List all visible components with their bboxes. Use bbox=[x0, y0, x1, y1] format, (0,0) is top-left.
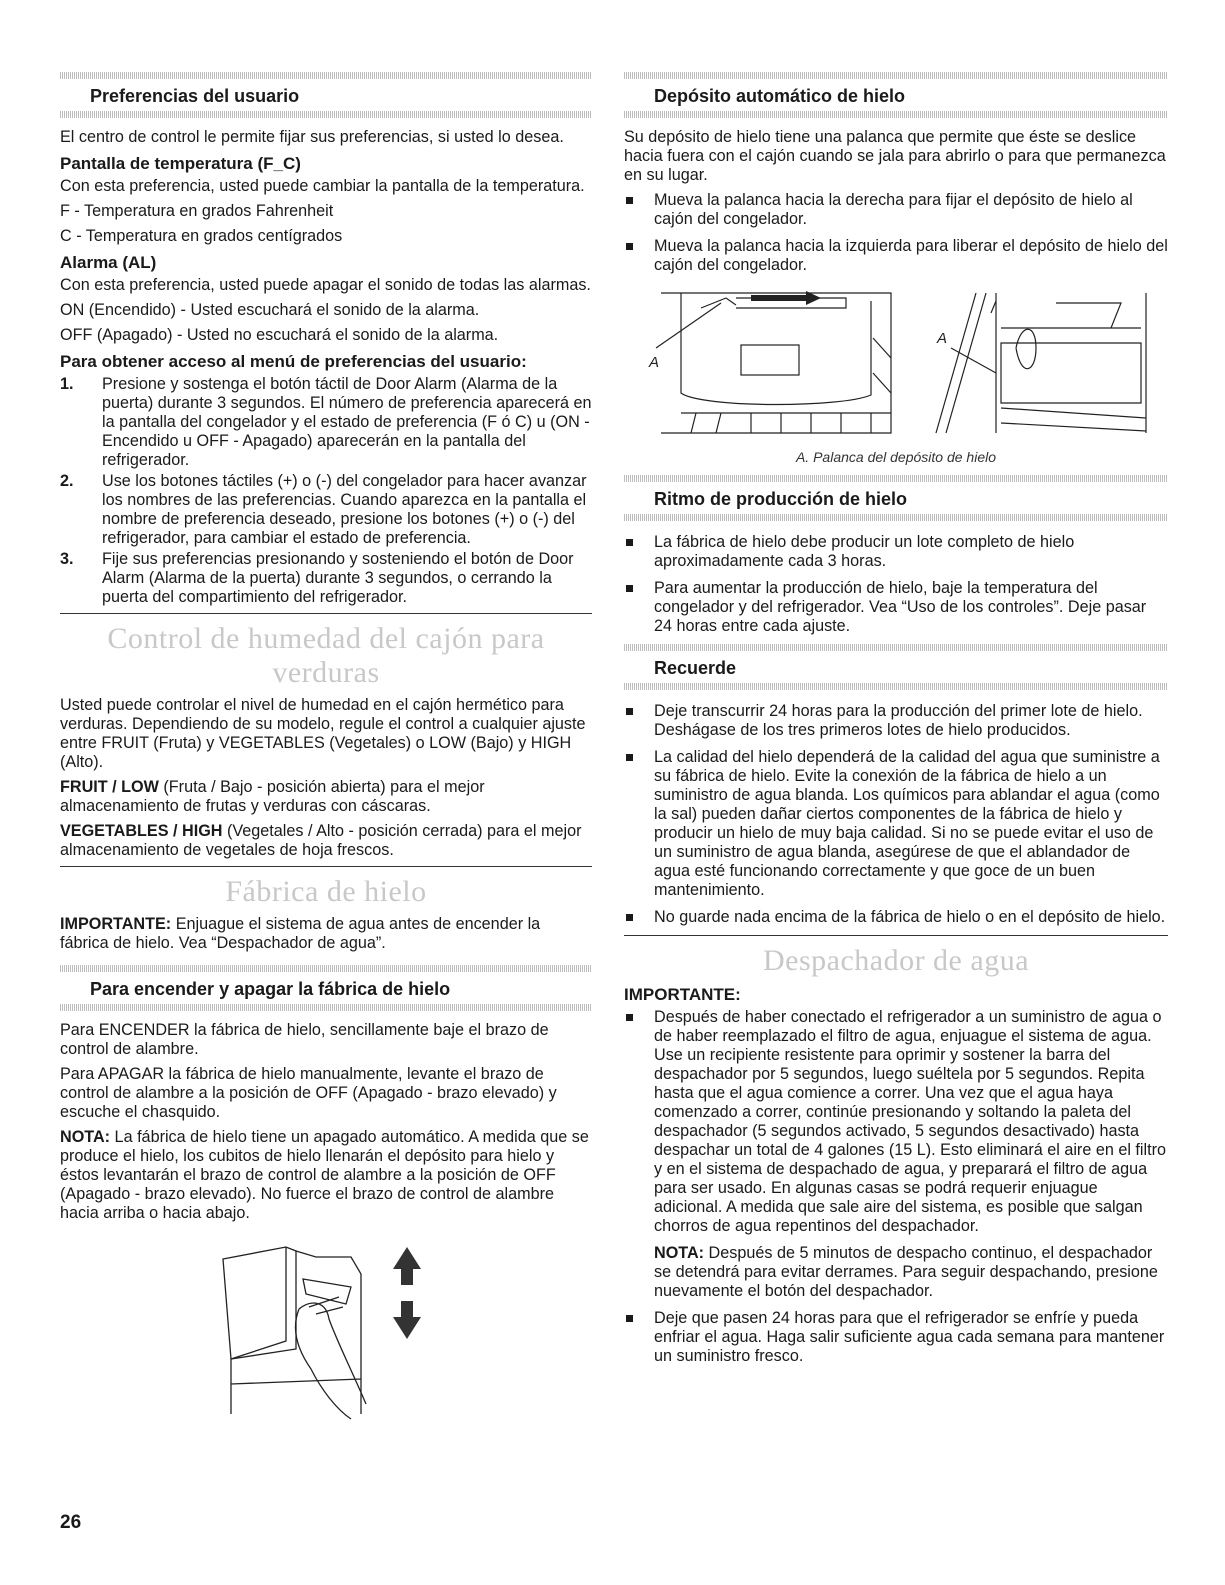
bullet-text: Deje transcurrir 24 horas para la producción del primer lote de hielo. Deshágase de los tres primeros lotes de hielo producidos. bbox=[654, 702, 1143, 739]
header-band-top bbox=[60, 72, 592, 79]
bullet-text: La fábrica de hielo debe producir un lote completo de hielo aproximadamente cada 3 horas. bbox=[654, 533, 1075, 570]
right-column bbox=[624, 72, 1168, 1374]
ice-bin-header bbox=[624, 72, 1168, 118]
header-band-bottom bbox=[624, 683, 1168, 690]
bullet-icon bbox=[626, 708, 633, 715]
header-band-bottom bbox=[60, 1004, 592, 1011]
list-item bbox=[624, 533, 1168, 571]
list-item bbox=[60, 472, 592, 548]
section-heading: Para encender y apagar la fábrica de hielo bbox=[90, 979, 451, 999]
bullet-text: No guarde nada encima de la fábrica de hielo o en el depósito de hielo. bbox=[654, 908, 1166, 926]
bullet-icon bbox=[626, 585, 633, 592]
list-item bbox=[624, 748, 1168, 900]
step-number: 1. bbox=[60, 375, 74, 393]
bullet-icon bbox=[626, 539, 633, 546]
note-label: NOTA: bbox=[60, 1128, 111, 1146]
temp-display-desc: Con esta preferencia, usted puede cambiar la pantalla de la temperatura. bbox=[60, 177, 585, 195]
veg-label: VEGETABLES / HIGH bbox=[60, 822, 223, 840]
icemaker-on-text: Para ENCENDER la fábrica de hielo, sencillamente baje el brazo de control de alambre. bbox=[60, 1021, 549, 1058]
remember-bullets bbox=[624, 702, 1168, 927]
prefs-intro: El centro de control le permite fijar sus preferencias, si usted lo desea. bbox=[60, 128, 564, 146]
important-label: IMPORTANTE: bbox=[60, 915, 172, 933]
ice-rate-header bbox=[624, 475, 1168, 521]
list-item bbox=[624, 1008, 1168, 1236]
bullet-text: Deje que pasen 24 horas para que el refrigerador se enfríe y pueda enfriar el agua. Haga salir suficiente agua cada semana para mantener un suministro fresco. bbox=[654, 1309, 1165, 1365]
alarm-title: Alarma (AL) bbox=[60, 253, 157, 272]
access-menu-title: Para obtener acceso al menú de preferencias del usuario: bbox=[60, 352, 527, 371]
header-band-bottom bbox=[624, 111, 1168, 118]
section-divider bbox=[60, 866, 592, 867]
veg-text: (Vegetales / Alto - posición cerrada) para el mejor almacenamiento de vegetales de hoja frescos. bbox=[60, 822, 582, 859]
list-item bbox=[624, 237, 1168, 275]
page-number: 26 bbox=[60, 1512, 82, 1533]
fruit-label: FRUIT / LOW bbox=[60, 778, 159, 796]
fruit-text: (Fruta / Bajo - posición abierta) para el mejor almacenamiento de frutas y verduras con cáscaras. bbox=[60, 778, 485, 815]
bullet-icon bbox=[626, 197, 633, 204]
bullet-icon bbox=[626, 914, 633, 921]
header-band-bottom bbox=[624, 514, 1168, 521]
temp-display-title: Pantalla de temperatura (F_C) bbox=[60, 154, 301, 173]
icemaker-off-text: Para APAGAR la fábrica de hielo manualmente, levante el brazo de control de alambre a la posición de OFF (Apagado - brazo elevado) y escuche el chasquido. bbox=[60, 1065, 557, 1121]
bullet-icon bbox=[626, 243, 633, 250]
humidity-intro: Usted puede controlar el nivel de humedad en el cajón hermético para verduras. Dependiendo de su modelo, regule el control a cualquier ajuste entre FRUIT (Fruta) y VEGETABLES (Vegetales) o LOW (Bajo) y HIGH (Alto). bbox=[60, 696, 586, 771]
icemaker-section-title: Fábrica de hielo bbox=[225, 875, 427, 908]
step-number: 2. bbox=[60, 472, 74, 490]
list-item bbox=[60, 550, 592, 607]
step-number: 3. bbox=[60, 550, 74, 568]
section-heading: Recuerde bbox=[654, 658, 737, 678]
bullet-text: Mueva la palanca hacia la izquierda para liberar el depósito de hielo del cajón del congelador. bbox=[654, 237, 1168, 274]
temp-c-option: C - Temperatura en grados centígrados bbox=[60, 227, 343, 245]
dispenser-bullets-2 bbox=[624, 1309, 1168, 1366]
section-heading: Depósito automático de hielo bbox=[654, 86, 906, 106]
onoff-header bbox=[60, 965, 592, 1011]
list-item bbox=[624, 702, 1168, 740]
bullet-text: La calidad del hielo dependerá de la calidad del agua que suministre a su fábrica de hielo. Evite la conexión de la fábrica de hielo a un suministro de agua blanda. Los químicos para ablandar el agua (como la sal) pueden dañar ciertos componentes de la fábrica de hielo y producir un hielo de muy baja calidad. Si no se puede evitar el uso de un suministro de agua blanda, asegúrese de que el ablandador de agua esté funcionando correctamente y que goce de un buen mantenimiento. bbox=[654, 748, 1160, 899]
veg-setting bbox=[60, 822, 592, 860]
bullet-icon bbox=[626, 1315, 633, 1322]
ice-rate-bullets bbox=[624, 533, 1168, 636]
ice-bin-lever-illustration bbox=[641, 283, 1151, 443]
ice-maker-arm-illustration bbox=[211, 1229, 441, 1429]
note-text: La fábrica de hielo tiene un apagado automático. A medida que se produce el hielo, los cubitos de hielo llenarán el depósito para hielo y éstos levantarán el brazo de control de alambre a la posición de OFF (Apagado - brazo elevado). No fuerce el brazo de control de alambre hacia arriba o hacia abajo. bbox=[60, 1128, 589, 1222]
humidity-section-title: Control de humedad del cajón para verduras bbox=[107, 622, 545, 689]
list-item bbox=[624, 908, 1168, 927]
ice-bin-bullets bbox=[624, 191, 1168, 275]
section-divider bbox=[60, 613, 592, 614]
list-item bbox=[624, 1309, 1168, 1366]
step-text: Fije sus preferencias presionando y sosteniendo el botón de Door Alarm (Alarma de la puerta) durante 3 segundos, o cerrando la puerta del compartimiento del refrigerador. bbox=[102, 550, 574, 606]
list-item bbox=[624, 579, 1168, 636]
dispenser-note bbox=[624, 1244, 1168, 1301]
header-band-top bbox=[60, 965, 592, 972]
section-heading: Ritmo de producción de hielo bbox=[654, 489, 908, 509]
icemaker-note bbox=[60, 1128, 592, 1223]
ice-bin-intro: Su depósito de hielo tiene una palanca que permite que éste se deslice hacia fuera con el cajón cuando se jala para abrirlo o para que permanezca en su lugar. bbox=[624, 128, 1166, 184]
note-text: Después de 5 minutos de despacho continuo, el despachador se detendrá para evitar derrames. Para seguir despachando, presione nuevamente el botón del despachador. bbox=[654, 1244, 1158, 1300]
list-item bbox=[624, 191, 1168, 229]
header-band-top bbox=[624, 72, 1168, 79]
access-steps-list bbox=[60, 375, 592, 607]
dispenser-section-title: Despachador de agua bbox=[762, 944, 1030, 977]
note-label: NOTA: bbox=[654, 1244, 705, 1262]
section-divider bbox=[624, 935, 1168, 936]
header-band-top bbox=[624, 644, 1168, 651]
list-item bbox=[60, 375, 592, 470]
icemaker-important bbox=[60, 915, 592, 953]
dispenser-important-label: IMPORTANTE: bbox=[624, 985, 741, 1004]
alarm-on-option: ON (Encendido) - Usted escuchará el sonido de la alarma. bbox=[60, 301, 480, 319]
step-text: Presione y sostenga el botón táctil de Door Alarm (Alarma de la puerta) durante 3 segundos. El número de preferencia aparecerá en la pantalla del congelador y el estado de preferencia (F ó C) u (ON - Encendido u OFF - Apagado) aparecerán en la pantalla del refrigerador. bbox=[102, 375, 592, 469]
section-heading: Preferencias del usuario bbox=[90, 86, 300, 106]
bullet-text: Mueva la palanca hacia la derecha para fijar el depósito de hielo al cajón del congelador. bbox=[654, 191, 1133, 228]
step-text: Use los botones táctiles (+) o (-) del congelador para hacer avanzar los nombres de las preferencias. Cuando aparezca en la pantalla el nombre de preferencia deseado, presione los botones (+) o (-) del refrigerador, para cambiar el estado de preferencia. bbox=[102, 472, 587, 547]
figure-caption: A. Palanca del depósito de hielo bbox=[795, 449, 997, 465]
dispenser-bullets bbox=[624, 1008, 1168, 1236]
left-column bbox=[60, 72, 592, 1429]
alarm-desc: Con esta preferencia, usted puede apagar el sonido de todas las alarmas. bbox=[60, 276, 591, 294]
alarm-off-option: OFF (Apagado) - Usted no escuchará el sonido de la alarma. bbox=[60, 326, 499, 344]
fruit-setting bbox=[60, 778, 592, 816]
bullet-text: Para aumentar la producción de hielo, baje la temperatura del congelador y del refrigerador. Vea “Uso de los controles”. Deje pasar 24 horas entre cada ajuste. bbox=[654, 579, 1147, 635]
bullet-icon bbox=[626, 754, 633, 761]
header-band-bottom bbox=[60, 111, 592, 118]
important-text: Enjuague el sistema de agua antes de encender la fábrica de hielo. Vea “Despachador de agua”. bbox=[60, 915, 541, 952]
user-preferences-header bbox=[60, 72, 592, 118]
temp-f-option: F - Temperatura en grados Fahrenheit bbox=[60, 202, 334, 220]
lever-label-a: A bbox=[937, 330, 948, 347]
remember-header bbox=[624, 644, 1168, 690]
bullet-text: Después de haber conectado el refrigerador a un suministro de agua o de haber reemplazado el filtro de agua, enjuague el sistema de agua. Use un recipiente resistente para oprimir y sostener la barra del despachador por 5 segundos, luego suéltela por 5 segundos. Repita hasta que el agua comience a correr. Una vez que el agua haya comenzado a correr, continúe presionando y soltando la paleta del despachador (5 segundos activado, 5 segundos desactivado) hasta despachar un total de 4 galones (15 L). Esto eliminará el aire en el filtro y en el sistema de despachado de agua, y preparará el filtro de agua para ser usado. En algunas casas se podrá requerir enjuague adicional. A medida que sale aire del sistema, es posible que salgan chorros de agua repentinos del despachador. bbox=[654, 1008, 1167, 1235]
lever-label-a: A bbox=[649, 354, 660, 371]
header-band-top bbox=[624, 475, 1168, 482]
bullet-icon bbox=[626, 1014, 633, 1021]
